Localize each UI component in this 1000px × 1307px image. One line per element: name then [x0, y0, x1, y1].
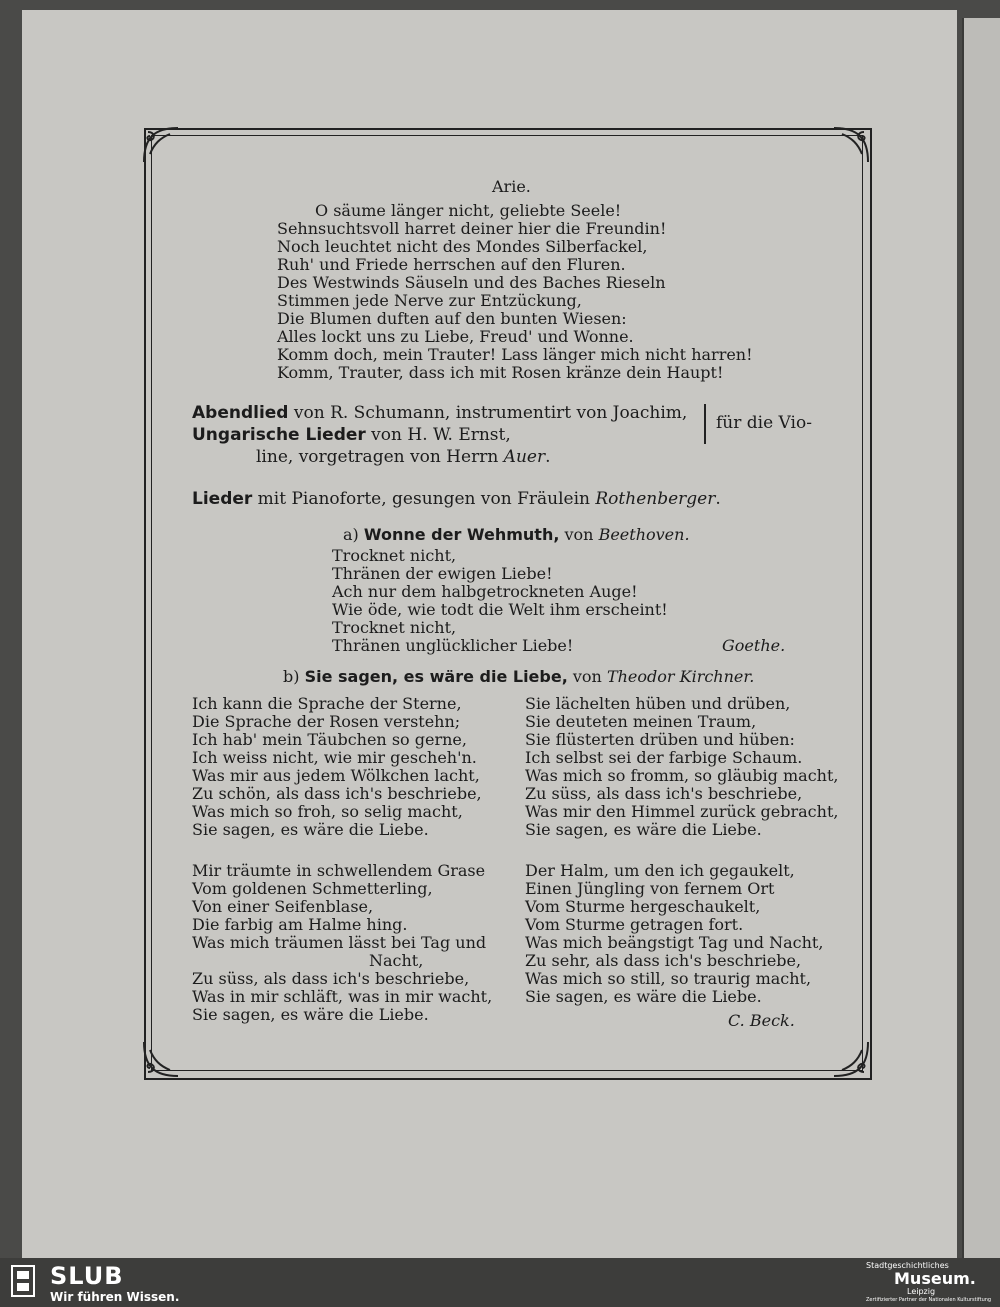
arie-line: Komm, Trauter, dass ich mit Rosen kränze dein Haupt!	[277, 363, 724, 382]
song-b-verse-line: Ich weiss nicht, wie mir gescheh'n.	[192, 748, 477, 767]
singer-name: Rothenberger	[595, 489, 716, 509]
song-b-verse-line: Was mich so froh, so selig macht,	[192, 802, 463, 821]
song-a-line: Thränen unglücklicher Liebe!	[332, 636, 574, 655]
song-b-verse-line: Was mir aus jedem Wölkchen lacht,	[192, 766, 480, 785]
song-b-verse-line: Der Halm, um den ich gegaukelt,	[525, 861, 795, 880]
song-a-line: Trocknet nicht,	[332, 546, 457, 565]
arie-line: Des Westwinds Säuseln und des Baches Rieseln	[277, 273, 666, 292]
song-b-verse-line: Die farbig am Halme hing.	[192, 915, 408, 934]
arie-line: Die Blumen duften auf den bunten Wiesen:	[277, 309, 627, 328]
song-b-verse-line: Von einer Seifenblase,	[192, 897, 374, 916]
song-b-verse-line: Sie sagen, es wäre die Liebe.	[192, 820, 429, 839]
corner-ornament-icon	[830, 1038, 872, 1080]
violin-brace-text: für die Vio-	[716, 413, 812, 433]
song-a-line: Trocknet nicht,	[332, 618, 457, 637]
lieder-heading: Lieder mit Pianoforte, gesungen von Fräulein Rothenberger.	[192, 489, 721, 509]
song-b-verse-line: Sie flüsterten drüben und hüben:	[525, 730, 795, 749]
song-b-verse-line: Zu süss, als dass ich's beschriebe,	[525, 784, 803, 803]
violin-item-1-title: Abendlied	[192, 403, 289, 423]
song-b-verse-line: Vom goldenen Schmetterling,	[192, 879, 433, 898]
song-b-verse-line: Was mich so still, so traurig macht,	[525, 969, 812, 988]
song-b-verse-line: Was mich träumen lässt bei Tag und	[192, 933, 487, 952]
song-a-poet: Goethe.	[722, 636, 786, 655]
arie-line: Noch leuchtet nicht des Mondes Silberfackel,	[277, 237, 648, 256]
song-b-verse-line: Zu süss, als dass ich's beschriebe,	[192, 969, 470, 988]
violin-item-1-rest: von R. Schumann, instrumentirt von Joachim,	[288, 403, 688, 423]
museum-wordmark: Museum.	[894, 1269, 976, 1288]
performer-name: Auer	[503, 447, 546, 467]
song-a-heading: a) Wonne der Wehmuth, von Beethoven.	[343, 525, 690, 544]
song-b-verse-line: Sie deuteten meinen Traum,	[525, 712, 757, 731]
violin-item-2-title: Ungarische Lieder	[192, 425, 366, 445]
arie-line: Alles lockt uns zu Liebe, Freud' und Wonne.	[277, 327, 634, 346]
arie-line: Stimmen jede Nerve zur Entzückung,	[277, 291, 582, 310]
song-b-verse-line: Was mir den Himmel zurück gebracht,	[525, 802, 839, 821]
museum-label-small: Stadtgeschichtliches	[866, 1261, 949, 1270]
violin-item-1	[192, 404, 687, 422]
song-b-verse-line: Sie sagen, es wäre die Liebe.	[525, 820, 762, 839]
song-b-verse-line: Sie lächelten hüben und drüben,	[525, 694, 791, 713]
song-b-verse-line: Vom Sturme hergeschaukelt,	[525, 897, 761, 916]
museum-partner-note: Zertifizierter Partner der Nationalen Kulturstiftung	[866, 1297, 992, 1303]
song-b-verse-line: Nacht,	[369, 951, 424, 970]
lieder-title: Lieder	[192, 489, 253, 509]
song-b-verse-line: Einen Jüngling von fernem Ort	[525, 879, 775, 898]
violin-item-2-rest: von H. W. Ernst,	[365, 425, 511, 445]
song-b-verse-line: Ich selbst sei der farbige Schaum.	[525, 748, 803, 767]
museum-city: Leipzig	[907, 1287, 936, 1296]
song-b-verse-line: Zu sehr, als dass ich's beschriebe,	[525, 951, 802, 970]
slub-wordmark: SLUB	[50, 1262, 124, 1290]
song-a-composer: Beethoven.	[598, 525, 690, 544]
song-b-poet: C. Beck.	[728, 1011, 795, 1030]
song-b-title: Sie sagen, es wäre die Liebe,	[304, 667, 568, 686]
slub-tagline: Wir führen Wissen.	[50, 1290, 180, 1304]
song-a-line: Ach nur dem halbgetrockneten Auge!	[332, 582, 638, 601]
arie-line: Ruh' und Friede herrschen auf den Fluren.	[277, 255, 626, 274]
song-a-line: Wie öde, wie todt die Welt ihm erscheint!	[332, 600, 668, 619]
song-b-heading: b) Sie sagen, es wäre die Liebe, von Theodor Kirchner.	[283, 667, 755, 686]
song-b-verse-line: Ich kann die Sprache der Sterne,	[192, 694, 462, 713]
violin-item-2	[192, 426, 511, 444]
adjacent-page-edge	[962, 18, 1000, 1258]
song-b-verse-line: Was in mir schläft, was in mir wacht,	[192, 987, 493, 1006]
song-b-verse-line: Die Sprache der Rosen verstehn;	[192, 712, 461, 731]
song-a-line: Thränen der ewigen Liebe!	[332, 564, 553, 583]
slub-logo-icon	[10, 1264, 36, 1298]
corner-ornament-icon	[140, 124, 182, 166]
arie-line: Sehnsuchtsvoll harret deiner hier die Freundin!	[277, 219, 667, 238]
arie-heading: Arie.	[492, 177, 531, 196]
song-a-title: Wonne der Wehmuth,	[363, 525, 560, 544]
song-b-verse-line: Zu schön, als dass ich's beschriebe,	[192, 784, 482, 803]
song-b-verse-line: Ich hab' mein Täubchen so gerne,	[192, 730, 467, 749]
brace	[704, 404, 714, 444]
song-b-verse-line: Sie sagen, es wäre die Liebe.	[525, 987, 762, 1006]
violin-performer-line: line, vorgetragen von Herrn Auer.	[256, 447, 551, 467]
corner-ornament-icon	[830, 124, 872, 166]
song-b-verse-line: Sie sagen, es wäre die Liebe.	[192, 1005, 429, 1024]
song-b-verse-line: Was mich beängstigt Tag und Nacht,	[525, 933, 824, 952]
arie-line: O säume länger nicht, geliebte Seele!	[315, 201, 622, 220]
song-b-verse-line: Mir träumte in schwellendem Grase	[192, 861, 486, 880]
song-b-verse-line: Was mich so fromm, so gläubig macht,	[525, 766, 839, 785]
corner-ornament-icon	[140, 1038, 182, 1080]
song-b-verse-line: Vom Sturme getragen fort.	[525, 915, 744, 934]
arie-line: Komm doch, mein Trauter! Lass länger mich nicht harren!	[277, 345, 753, 364]
song-b-composer: Theodor Kirchner.	[606, 667, 755, 686]
